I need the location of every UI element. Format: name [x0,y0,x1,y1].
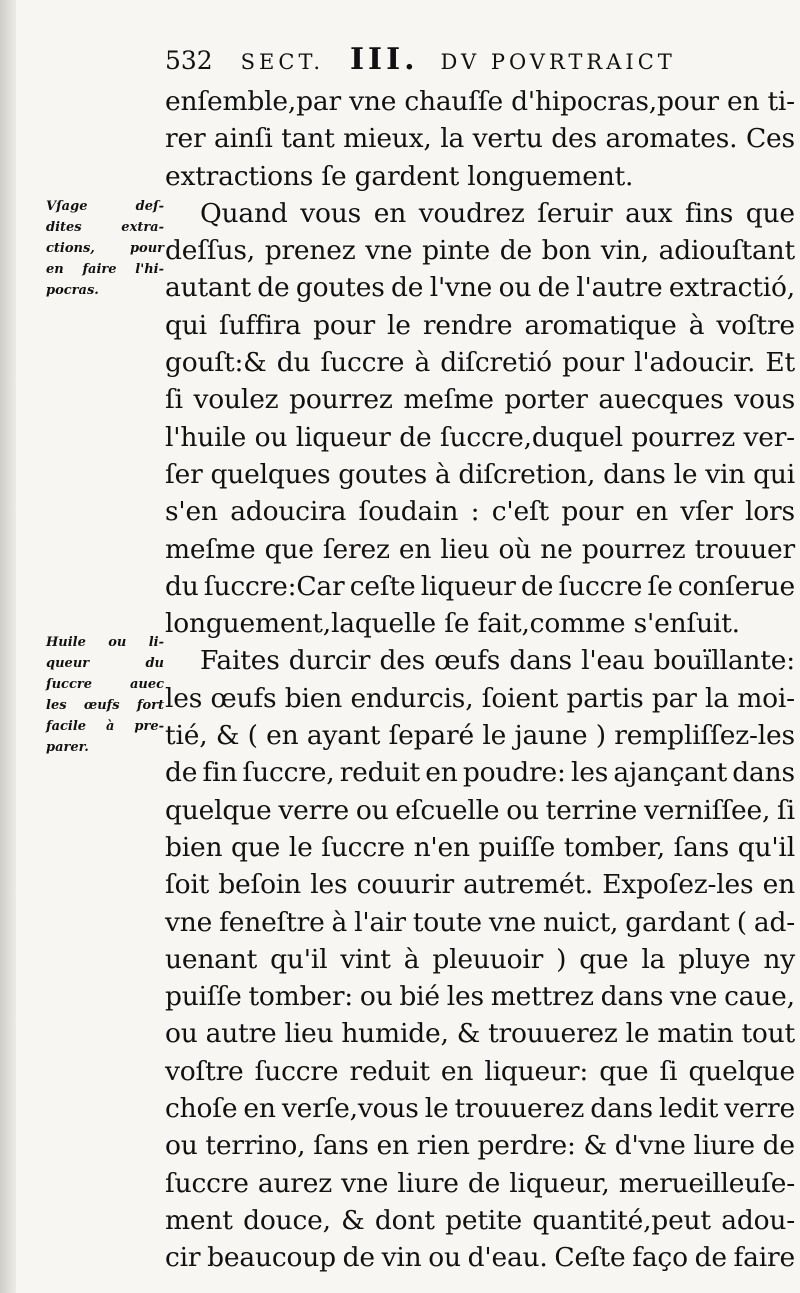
margin-note-line: facile à pre- [46,719,164,734]
text-line: Faites durcir des œufs dans l'eau bouïllante: [200,645,795,677]
margin-note-usage [46,196,164,301]
page-gutter [0,0,16,1293]
text-line: quelque verre ou eſcuelle ou terrine verniſſee, ſi [165,794,795,826]
text-line: ou autre lieu humide, & trouuerez le matin tout [165,1018,795,1050]
text-line: bien que le ſuccre n'en puiſſe tomber, ſans qu'il [165,831,795,863]
text-line: deſſus, prenez vne pinte de bon vin, adiouſtant [165,235,795,267]
text-line: autant de goutes de l'vne ou de l'autre extractió, [165,272,795,304]
margin-note-line: Huile ou li- [46,635,164,650]
text-line: longuement,laquelle ſe fait,comme s'enſuit. [165,608,740,640]
text-line: rer ainſi tant mieux, la vertu des aromates. Ces [165,123,795,155]
text-line: ſer quelques goutes à diſcretion, dans le vin qui [165,458,795,490]
text-line: cir beaucoup de vin ou d'eau. Ceſte faço de faire [165,1242,795,1274]
text-line: du ſuccre:Car ceſte liqueur de ſuccre ſe conſerue [165,570,795,602]
text-line: uenant qu'il vint à pleuuoir ) que la pluye ny [165,943,795,975]
margin-note-line: ctions, pour [46,241,164,256]
body-text [165,83,795,1277]
margin-note-line: dites extra- [46,220,164,235]
margin-note-sugar-oil [46,632,164,758]
text-line: ſuccre aurez vne liure de liqueur, merueilleuſe- [165,1167,795,1199]
text-line: enſemble,par vne chauſſe d'hipocras,pour en ti- [165,86,795,117]
margin-note-line: en faire l'hi- [46,262,164,277]
page-number: 532 [165,46,213,75]
text-line: ment douce, & dont petite quantité,peut adou- [165,1204,795,1236]
text-line: tié, & ( en ayant ſeparé le jaune ) rempliſſez-les [165,720,795,752]
margin-note-line: queur du [46,656,164,671]
text-line: ſi voulez pourrez meſme porter auecques vous [165,384,795,416]
text-line: vne feneſtre à l'air toute vne nuict, gardant ( ad- [165,906,795,938]
text-line: choſe en verſe,vous le trouuerez dans ledit verre [165,1093,795,1125]
text-line: ſoit beſoin les couurir autremét. Expoſez-les en [165,869,795,901]
text-line: Quand vous en voudrez ſeruir aux fins que [200,197,795,229]
text-line: gouſt:& du ſuccre à diſcretió pour l'adoucir. Et [165,347,795,379]
text-line: qui ſuffira pour le rendre aromatique à voſtre [165,309,795,341]
text-line: meſme que ſerez en lieu où ne pourrez trouuer [165,533,795,565]
margin-note-line: parer. [46,740,89,755]
text-line: puiſſe tomber: ou bié les mettrez dans vne caue, [165,981,795,1013]
text-line: de fin ſuccre, reduit en poudre: les ajançant dans [165,757,795,789]
text-line: les œufs bien endurcis, ſoient partis par la moi- [165,682,795,714]
margin-note-line: Vſage deſ- [46,199,164,214]
margin-note-line: ſuccre auec [46,677,164,692]
margin-note-line: pocras. [46,283,99,298]
text-line: l'huile ou liqueur de ſuccre,duquel pourrez ver- [165,421,795,453]
margin-note-line: les œufs fort [46,698,164,713]
header-part: III. [350,42,419,77]
text-line: extractions ſe gardent longuement. [165,160,634,192]
text-line: s'en adoucira ſoudain : c'eſt pour en vſer lors [165,496,795,528]
header-section: SECT. [240,50,325,74]
text-line: voſtre ſuccre reduit en liqueur: que ſi quelque [165,1055,795,1087]
header-title: DV POVRTRAICT [440,50,676,74]
text-line: ou terrino, ſans en rien perdre: & d'vne liure de [165,1130,795,1162]
running-header [165,42,795,77]
